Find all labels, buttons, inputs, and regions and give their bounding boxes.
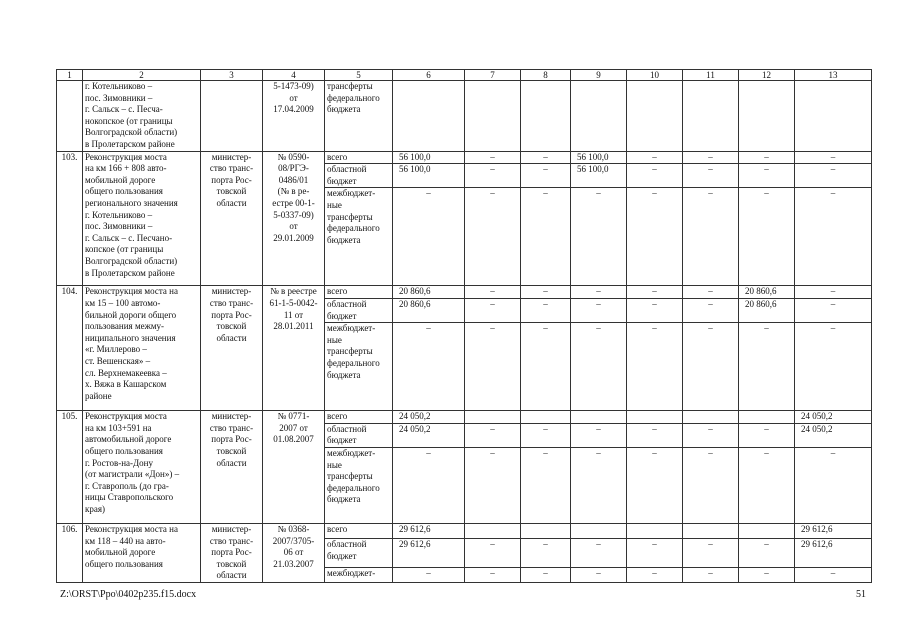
amount-cell: 56 100,0 [571,151,627,164]
amount-cell: – [571,567,627,582]
col-header: 7 [465,70,521,81]
amount-cell [683,523,739,538]
amount-cell: – [627,323,683,411]
amount-cell: – [795,298,872,322]
amount-cell [739,523,795,538]
amount-cell: – [393,323,465,411]
funding-type: всего [325,151,393,164]
amount-cell: 29 612,6 [393,538,465,567]
amount-cell: 24 050,2 [795,423,872,447]
funding-type: всего [325,286,393,299]
funding-type: всего [325,523,393,538]
amount-cell: – [683,567,739,582]
doc-number: № в реестре 61-1-5-0042- 11 от 28.01.2011 [263,286,325,411]
amount-cell: 56 100,0 [571,164,627,188]
amount-cell: – [465,423,521,447]
doc-number: № 0771- 2007 от 01.08.2007 [263,411,325,524]
col-header: 13 [795,70,872,81]
amount-cell: – [795,164,872,188]
amount-cell: – [521,164,571,188]
row-number: 105. [57,411,83,524]
organization: министер- ство транс- порта Рос- товской области [201,286,263,411]
amount-cell: – [393,188,465,286]
amount-cell: – [739,538,795,567]
table-row [57,286,872,299]
col-header: 9 [571,70,627,81]
funding-type: межбюджет- ные трансферты федерального бюджета [325,188,393,286]
amount-cell: – [739,188,795,286]
object-name: Реконструкция моста на км 15 – 100 автомо- бильной дороги общего пользования межму- ниципального значения «г. Миллерово – ст. Вешенская» – сл. Верхнемакеевка – х. Вяжа в Кашарском районе [83,286,201,411]
doc-number: № 0368- 2007/3705- 06 от 21.03.2007 [263,523,325,582]
amount-cell: – [739,567,795,582]
funding-type: областной бюджет [325,298,393,322]
table-row [57,523,872,538]
amount-cell: – [683,323,739,411]
amount-cell: – [627,151,683,164]
funding-type: всего [325,411,393,424]
amount-cell: – [739,151,795,164]
amount-cell [739,411,795,424]
amount-cell [571,523,627,538]
amount-cell: – [739,447,795,523]
amount-cell: – [521,298,571,322]
amount-cell: – [795,323,872,411]
amount-cell: – [627,188,683,286]
amount-cell: – [795,567,872,582]
amount-cell: – [521,188,571,286]
col-header: 10 [627,70,683,81]
amount-cell: – [521,567,571,582]
col-header: 5 [325,70,393,81]
amount-cell: 24 050,2 [795,411,872,424]
col-header: 4 [263,70,325,81]
amount-cell [627,411,683,424]
organization: министер- ство транс- порта Рос- товской области [201,411,263,524]
col-header: 12 [739,70,795,81]
amount-cell [521,411,571,424]
amount-cell: – [521,286,571,299]
amount-cell: – [795,151,872,164]
row-number: 106. [57,523,83,582]
doc-number: 5-1473-09) от 17.04.2009 [263,81,325,152]
object-name: Реконструкция моста на км 118 – 440 на авто- мобильной дороге общего пользования [83,523,201,582]
amount-cell: 24 050,2 [393,423,465,447]
organization: министер- ство транс- порта Рос- товской области [201,151,263,286]
object-name: г. Котельниково – пос. Зимовники – г. Сальск – с. Песча- нокопское (от границы Волгоградской области) в Пролетарском районе [83,81,201,152]
amount-cell: – [521,447,571,523]
funding-type: областной бюджет [325,538,393,567]
amount-cell: – [627,298,683,322]
amount-cell: 56 100,0 [393,164,465,188]
amount-cell [521,523,571,538]
amount-cell: – [571,298,627,322]
object-name: Реконструкция моста на км 103+591 на автомобильной дороге общего пользования г. Ростов-на-Дону (от магистрали «Дон») – г. Ставрополь (до гра- ницы Ставропольского края) [83,411,201,524]
amount-cell: – [627,423,683,447]
amount-cell: 56 100,0 [393,151,465,164]
amount-cell [627,523,683,538]
amount-cell: – [571,447,627,523]
amount-cell: – [465,538,521,567]
amount-cell: 20 860,6 [393,286,465,299]
amount-cell: – [683,164,739,188]
amount-cell: 20 860,6 [739,286,795,299]
file-path: Z:\ORST\Ppo\0402p235.f15.docx [60,589,197,600]
amount-cell [465,523,521,538]
amount-cell: 29 612,6 [795,538,872,567]
amount-cell: – [683,286,739,299]
amount-cell: – [571,323,627,411]
amount-cell: – [683,447,739,523]
amount-cell: – [465,286,521,299]
amount-cell: – [571,286,627,299]
object-name: Реконструкция моста на км 166 + 808 авто- мобильной дороге общего пользования регионального значения г. Котельниково – пос. Зимовники – г. Сальск – с. Песчано- копское (от границы Волгоградской области) в Пролетарском районе [83,151,201,286]
amount-cell [571,411,627,424]
amount-cell: – [521,151,571,164]
amount-cell [683,411,739,424]
amount-cell: – [795,188,872,286]
amount-cell: – [571,538,627,567]
funding-type: областной бюджет [325,423,393,447]
row-number: 103. [57,151,83,286]
col-header: 6 [393,70,465,81]
amount-cell: 29 612,6 [393,523,465,538]
budget-table [56,69,872,583]
amount-cell: – [739,323,795,411]
amount-cell: – [627,286,683,299]
amount-cell: – [465,164,521,188]
amount-cell: – [627,538,683,567]
amount-cell: 24 050,2 [393,411,465,424]
col-header: 3 [201,70,263,81]
amount-cell: – [627,164,683,188]
amount-cell: – [465,447,521,523]
amount-cell: – [683,298,739,322]
table-row [57,411,872,424]
amount-cell: – [739,164,795,188]
table-row [57,81,872,152]
amount-cell: – [683,188,739,286]
amount-cell: – [521,323,571,411]
amount-cell: – [393,447,465,523]
col-header: 8 [521,70,571,81]
amount-cell: – [465,151,521,164]
funding-type: межбюджет- [325,567,393,582]
amount-cell: – [521,423,571,447]
amount-cell: – [571,423,627,447]
organization: министер- ство транс- порта Рос- товской области [201,523,263,582]
amount-cell: – [465,567,521,582]
amount-cell: – [393,567,465,582]
amount-cell: – [465,323,521,411]
amount-cell: – [465,298,521,322]
amount-cell: 20 860,6 [739,298,795,322]
amount-cell: – [683,423,739,447]
amount-cell: – [683,538,739,567]
funding-type: областной бюджет [325,164,393,188]
funding-type: трансферты федерального бюджета [325,81,393,152]
row-number: 104. [57,286,83,411]
amount-cell: – [739,423,795,447]
amount-cell [465,411,521,424]
col-header: 1 [57,70,83,81]
amount-cell: – [795,447,872,523]
amount-cell: – [521,538,571,567]
funding-type: межбюджет- ные трансферты федерального бюджета [325,447,393,523]
col-header: 2 [83,70,201,81]
amount-cell: 29 612,6 [795,523,872,538]
amount-cell: – [683,151,739,164]
amount-cell: – [795,286,872,299]
amount-cell: 20 860,6 [393,298,465,322]
amount-cell: – [627,567,683,582]
amount-cell: – [465,188,521,286]
amount-cell: – [571,188,627,286]
header-row [57,70,872,81]
amount-cell: – [627,447,683,523]
doc-number: № 0590- 08/РГЭ- 0486/01 (№ в ре- естре 00-1- 5-0337-09) от 29.01.2009 [263,151,325,286]
page-number: 51 [856,589,866,600]
table-row [57,151,872,164]
col-header: 11 [683,70,739,81]
funding-type: межбюджет- ные трансферты федерального бюджета [325,323,393,411]
